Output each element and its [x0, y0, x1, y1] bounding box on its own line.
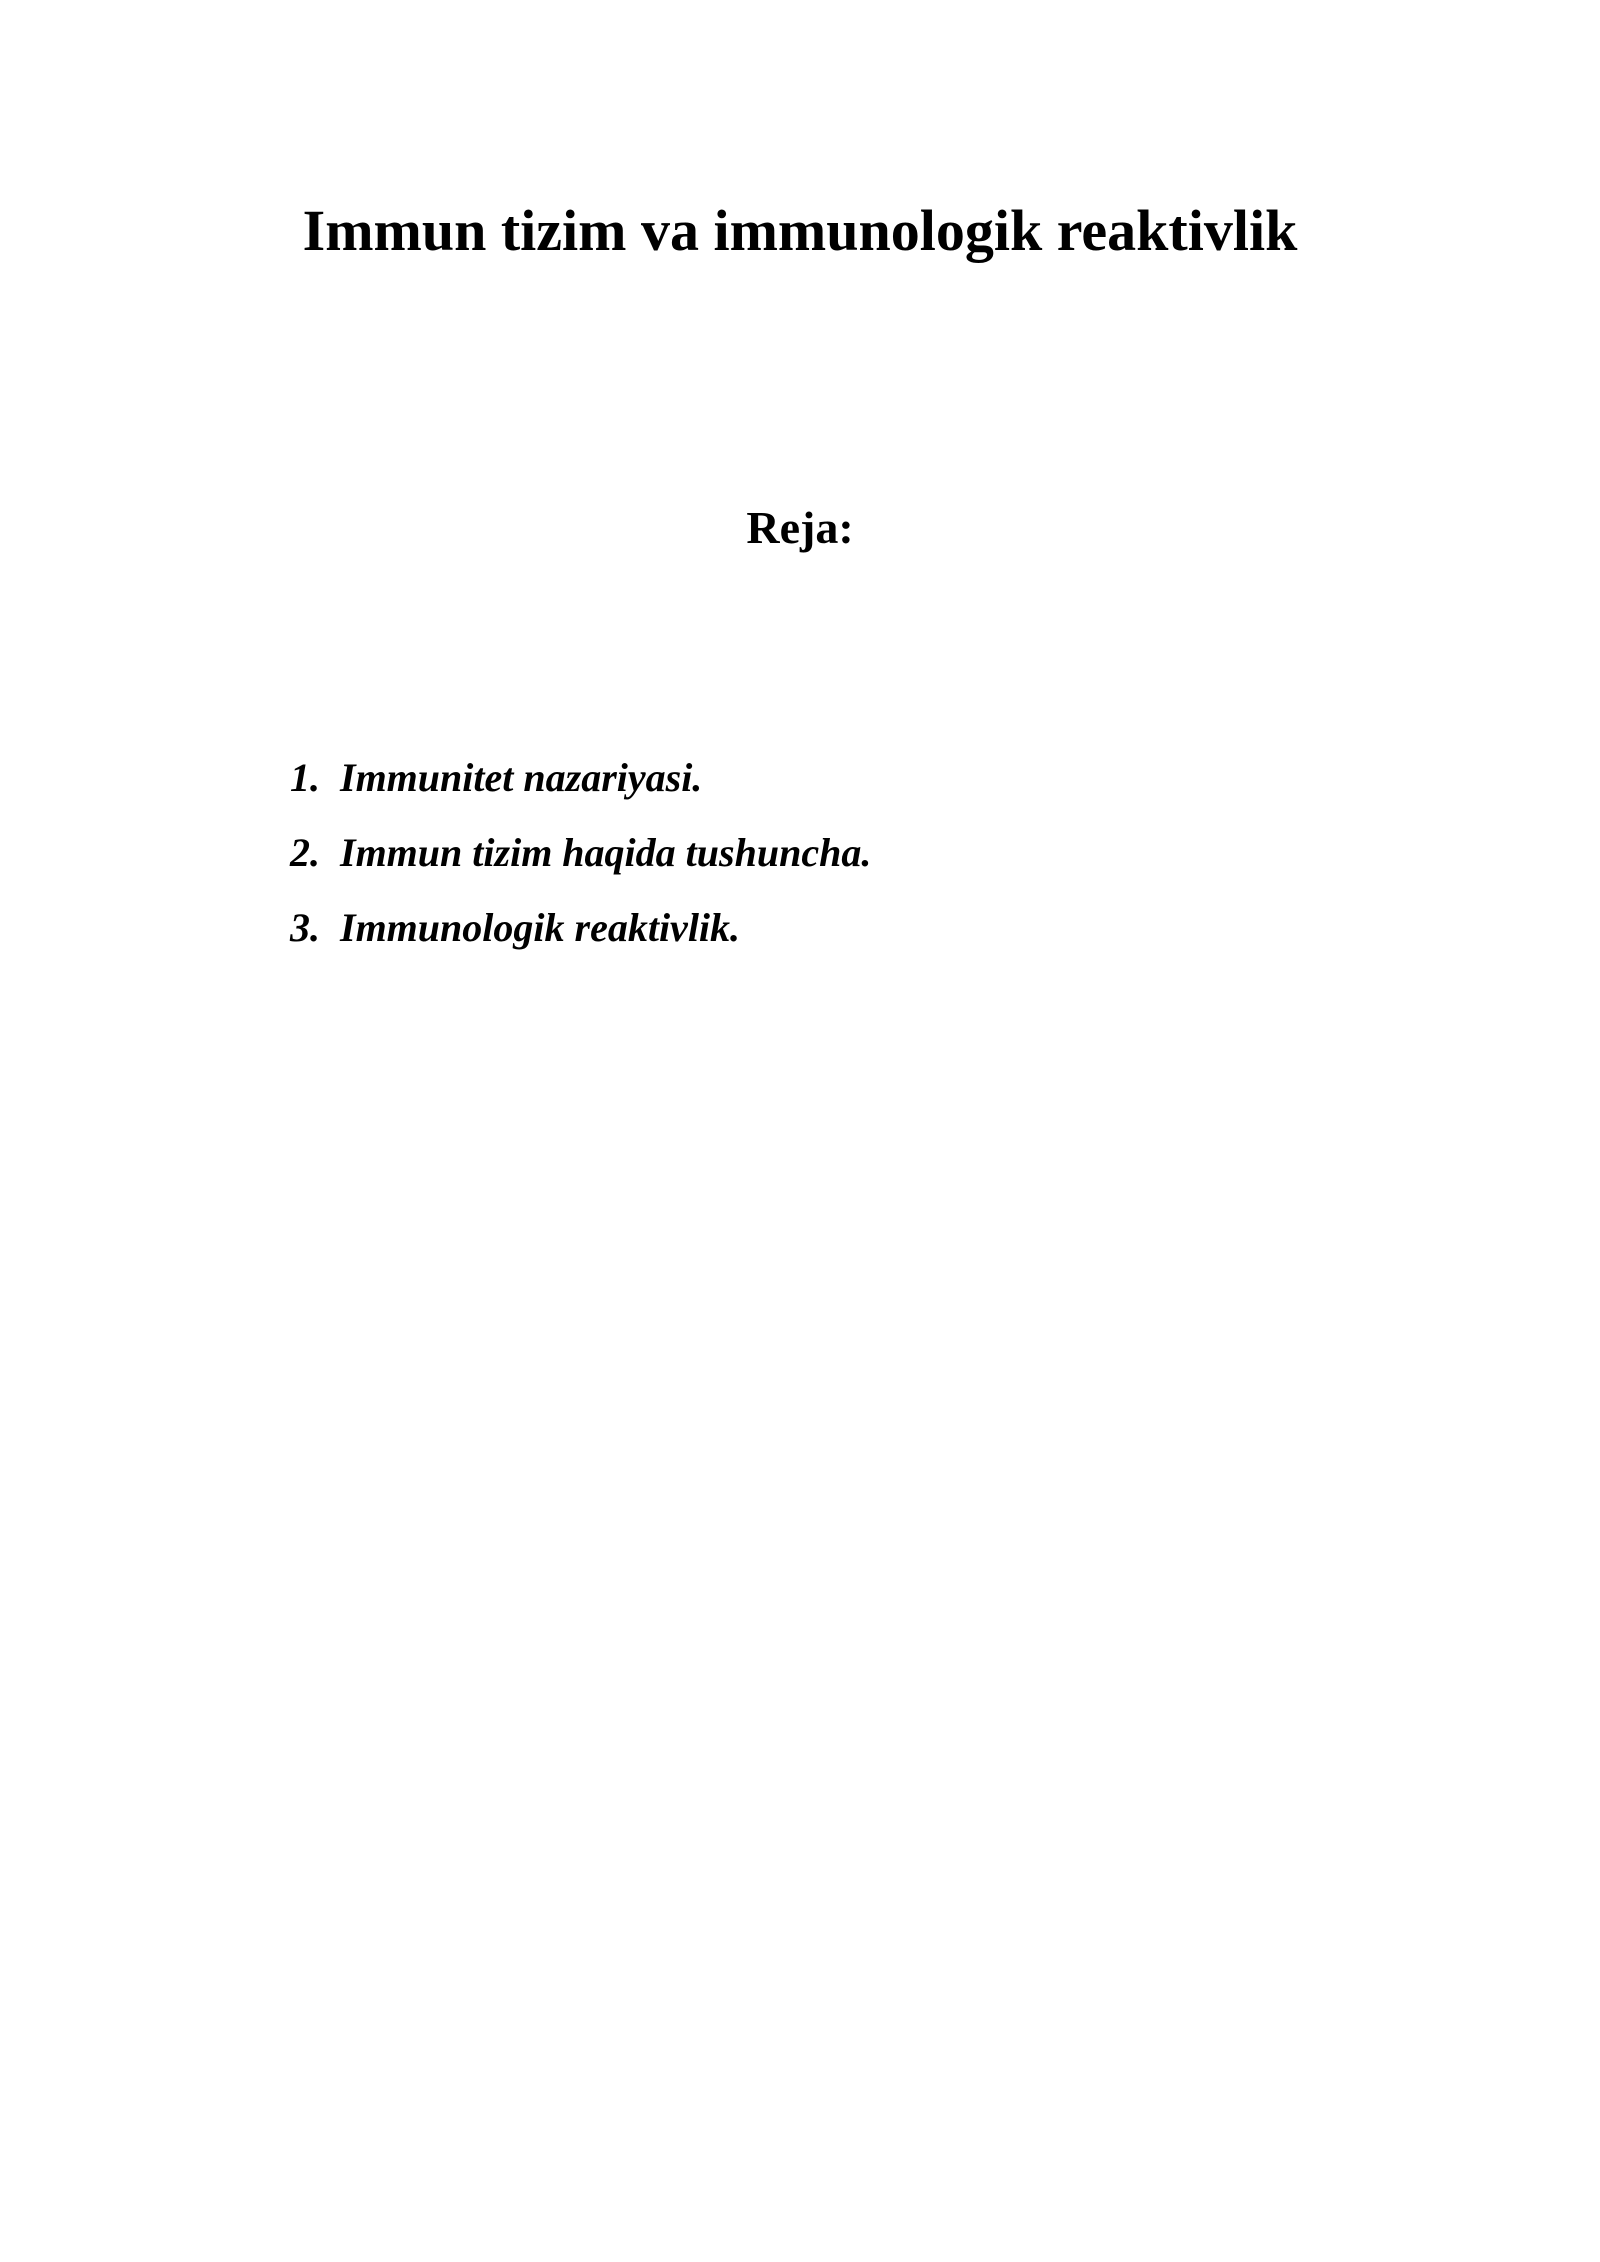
plan-item [290, 748, 871, 823]
plan-item [290, 898, 871, 973]
plan-list [290, 748, 871, 973]
plan-item-text: Immunologik reaktivlik. [340, 905, 741, 950]
plan-item-text: Immun tizim haqida tushuncha. [340, 830, 872, 875]
plan-item-number: 1. [290, 755, 320, 800]
plan-item-text: Immunitet nazariyasi. [340, 755, 703, 800]
document-title: Immun tizim va immunologik reaktivlik [302, 198, 1298, 263]
plan-item-number: 2. [290, 830, 320, 875]
plan-item-number: 3. [290, 905, 320, 950]
plan-heading: Reja: [746, 502, 854, 553]
plan-item [290, 823, 871, 898]
